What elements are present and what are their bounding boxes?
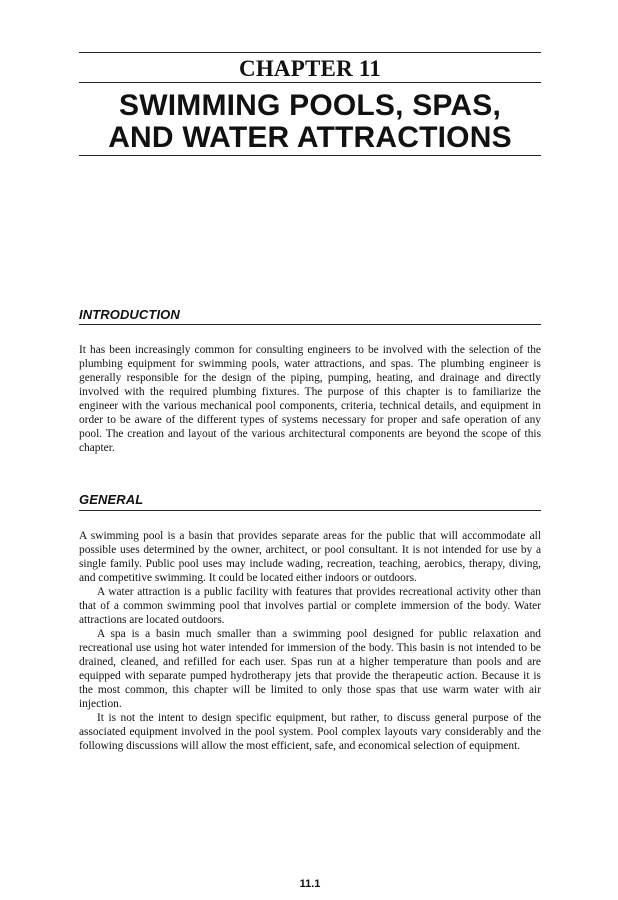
paragraph: A spa is a basin much smaller than a swimming pool designed for public relaxation and recreational use using hot water intended for immersion of the body. This basin is not intended to be drained, cleaned, and refilled for each user. Spas run at a higher temperature than pools and are equipped with separate pumped hydrotherapy jets that provide the therapeutic action. Because it is the most common, this chapter will be limited to only those spas that use warm water with air injection. bbox=[79, 628, 541, 710]
chapter-title-line-2: AND WATER ATTRACTIONS bbox=[108, 121, 512, 154]
paragraph: It has been increasingly common for consulting engineers to be involved with the selection of the plumbing equipment for swimming pools, water attractions, and spas. The plumbing engineer is generally responsible for the design of the piping, pumping, heating, and drainage and directly involved with the required plumbing fixtures. The purpose of this chapter is to familiarize the engineer with the various mechanical pool components, criteria, technical details, and equipment in order to be aware of the different types of systems necessary for proper and safe operation of any pool. The creation and layout of the various architectural components are beyond the scope of this chapter. bbox=[79, 344, 541, 454]
chapter-title-rule bbox=[79, 155, 541, 156]
chapter-title bbox=[79, 90, 541, 154]
section-heading-introduction: INTRODUCTION bbox=[79, 307, 180, 322]
chapter-heading: CHAPTER 11 bbox=[239, 56, 381, 81]
introduction-rule bbox=[79, 324, 541, 325]
general-rule bbox=[79, 510, 541, 511]
general-body bbox=[79, 529, 541, 753]
paragraph: A swimming pool is a basin that provides separate areas for the public that will accommodate all possible uses determined by the owner, architect, or pool consultant. It is not intended for use by a single family. Public pool uses may include wading, recreation, teaching, aerobics, therapy, diving, and competitive swimming. It could be located either indoors or outdoors. bbox=[79, 530, 541, 584]
chapter-heading-rule bbox=[79, 82, 541, 83]
section-heading-general: GENERAL bbox=[79, 492, 144, 507]
paragraph: It is not the intent to design specific equipment, but rather, to discuss general purpose of the associated equipment involved in the pool system. Pool complex layouts vary considerably and the following discussions will allow the most efficient, safe, and economical selection of equipment. bbox=[79, 712, 541, 752]
paragraph: A water attraction is a public facility with features that provides recreational activity other than that of a common swimming pool that involves partial or complete immersion of the body. Water attractions are located outdoors. bbox=[79, 586, 541, 626]
page-number: 11.1 bbox=[299, 878, 321, 890]
introduction-body bbox=[79, 343, 541, 455]
chapter-top-rule bbox=[79, 52, 541, 53]
chapter-title-line-1: SWIMMING POOLS, SPAS, bbox=[119, 89, 501, 122]
